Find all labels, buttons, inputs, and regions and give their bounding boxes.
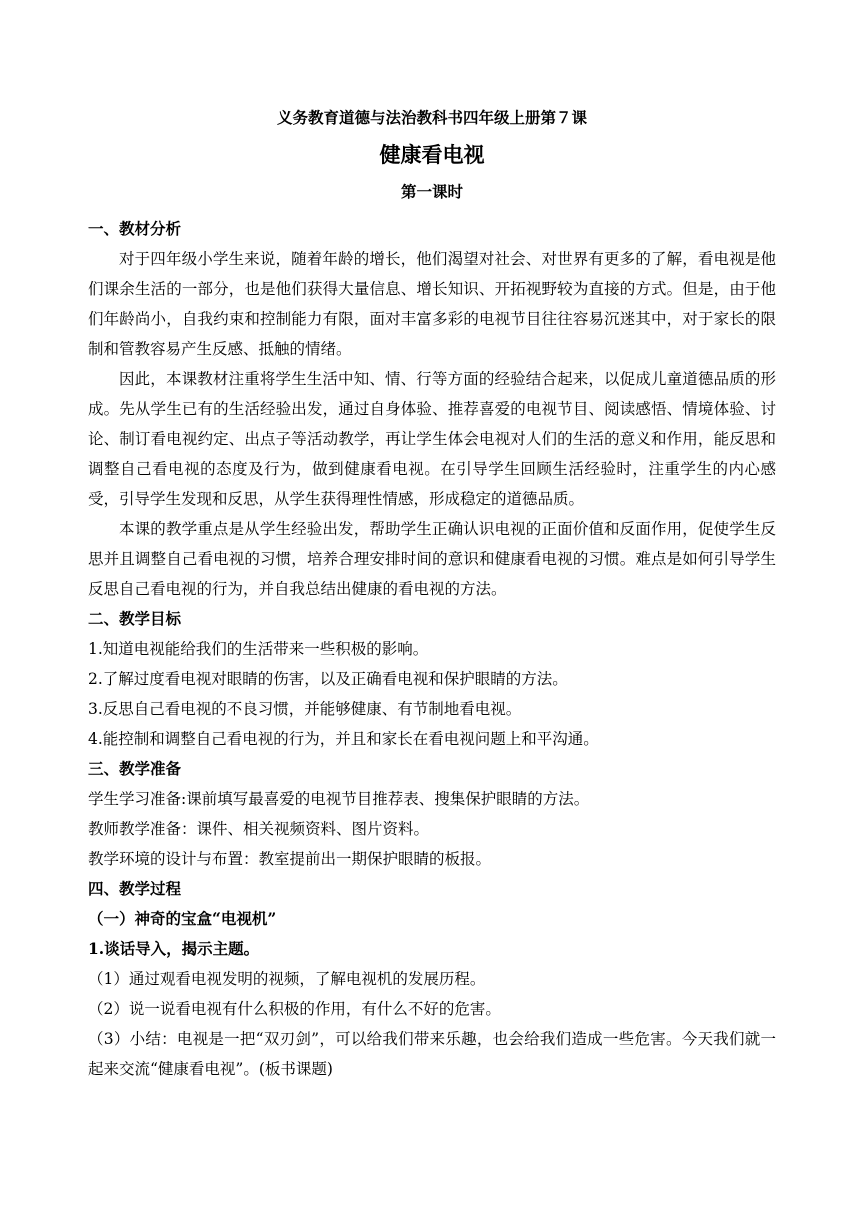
analysis-paragraph: 因此，本课教材注重将学生生活中知、情、行等方面的经验结合起来，以促成儿童道德品质的形成。先从学生已有的生活经验出发，通过自身体验、推荐喜爱的电视节目、阅读感悟、情境体验、讨论、制订看电视约定、出点子等活动教学，再让学生体会电视对人们的生活的意义和作用，能反思和调整自己看电视的态度及行为，做到健康看电视。在引导学生回顾生活经验时，注重学生的内心感受，引导学生发现和反思，从学生获得理性情感，形成稳定的道德品质。 [88, 370, 776, 508]
process-item: （3）小结：电视是一把“双刃剑”，可以给我们带来乐趣，也会给我们造成一些危害。今天我们就一起来交流“健康看电视”。(板书课题) [88, 1030, 776, 1078]
course-header: 义务教育道德与法治教科书四年级上册第７课 [276, 108, 587, 127]
section-textbook-analysis [88, 214, 776, 604]
goal-item: 4.能控制和调整自己看电视的行为，并且和家长在看电视问题上和平沟通。 [88, 730, 599, 748]
analysis-paragraph: 对于四年级小学生来说，随着年龄的增长，他们渴望对社会、对世界有更多的了解，看电视是他们课余生活的一部分，也是他们获得大量信息、增长知识、开拓视野较为直接的方式。但是，由于他们年龄尚小，自我约束和控制能力有限，面对丰富多彩的电视节目往往容易沉迷其中，对于家长的限制和管教容易产生反感、抵触的情绪。 [88, 250, 776, 358]
process-item: （2）说一说看电视有什么积极的作用，有什么不好的危害。 [88, 1000, 501, 1018]
step-heading: 1.谈话导入，揭示主题。 [88, 939, 260, 958]
section-heading: 三、教学准备 [88, 759, 182, 778]
section-teaching-preparation [88, 754, 776, 874]
goal-item: 3.反思自己看电视的不良习惯，并能够健康、有节制地看电视。 [88, 700, 522, 718]
document-page [88, 104, 776, 1084]
part-heading: （一）神奇的宝盒“电视机” [88, 909, 277, 928]
preparation-item: 教学环境的设计与布置：教室提前出一期保护眼睛的板报。 [88, 850, 492, 868]
analysis-paragraph: 本课的教学重点是从学生经验出发，帮助学生正确认识电视的正面价值和反面作用，促使学生反思并且调整自己看电视的习惯，培养合理安排时间的意识和健康看电视的习惯。难点是如何引导学生反思自己看电视的行为，并自我总结出健康的看电视的方法。 [88, 520, 776, 598]
section-teaching-goals [88, 604, 776, 754]
section-heading: 四、教学过程 [88, 879, 182, 898]
goal-item: 2.了解过度看电视对眼睛的伤害，以及正确看电视和保护眼睛的方法。 [88, 670, 568, 688]
lesson-period: 第一课时 [400, 182, 463, 201]
section-teaching-process [88, 874, 776, 1084]
process-item: （1）通过观看电视发明的视频，了解电视机的发展历程。 [88, 970, 486, 988]
section-heading: 一、教材分析 [88, 219, 182, 238]
lesson-title: 健康看电视 [379, 142, 485, 167]
section-heading: 二、教学目标 [88, 609, 182, 628]
preparation-item: 学生学习准备:课前填写最喜爱的电视节目推荐表、搜集保护眼睛的方法。 [88, 790, 590, 808]
preparation-item: 教师教学准备：课件、相关视频资料、图片资料。 [88, 820, 430, 838]
goal-item: 1.知道电视能给我们的生活带来一些积极的影响。 [88, 640, 429, 658]
